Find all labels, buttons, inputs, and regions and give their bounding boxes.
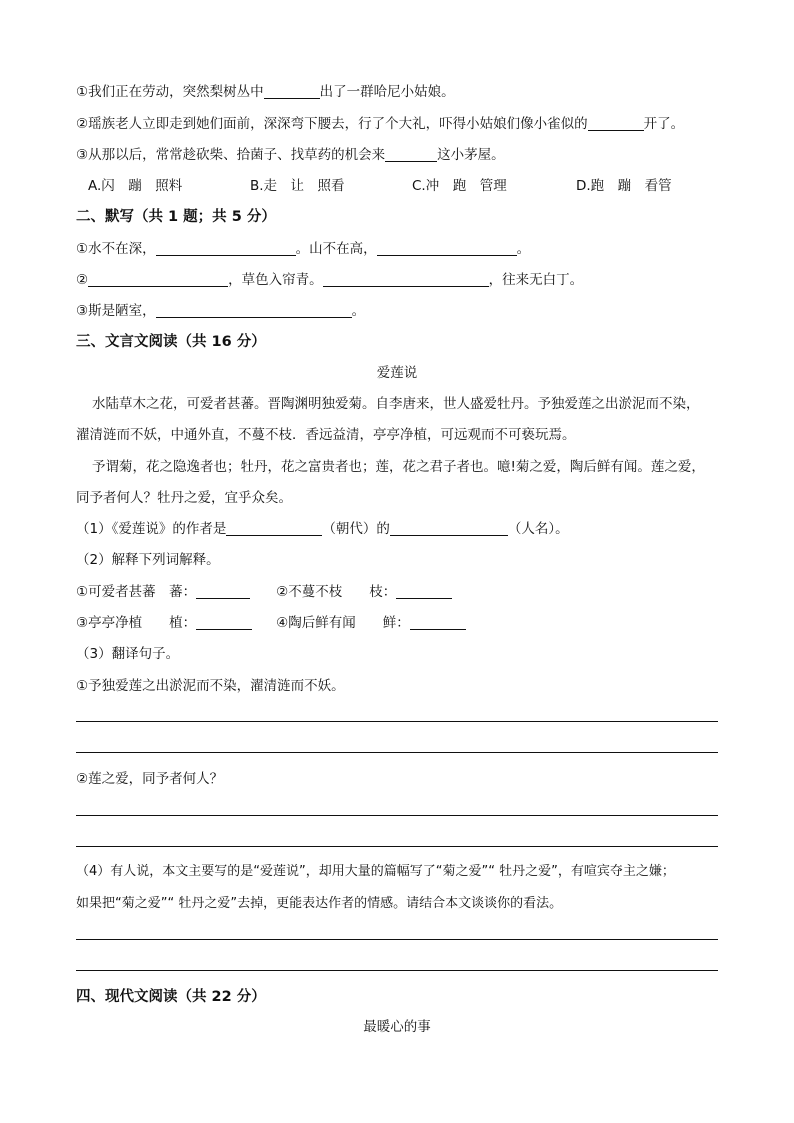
word-1-blank[interactable] bbox=[196, 584, 250, 599]
sec2-line-1 bbox=[76, 239, 530, 259]
q1-s2-text-b: 开了。 bbox=[643, 116, 685, 132]
q1-s2-blank[interactable] bbox=[588, 116, 644, 131]
sec2-l1-text-a: ①水不在深， bbox=[76, 241, 156, 257]
article-title: 最暖心的事 bbox=[363, 1019, 431, 1035]
word-3-blank[interactable] bbox=[196, 615, 252, 630]
q1-sentence-1 bbox=[76, 82, 455, 102]
sec2-l3-text-a: ③斯是陋室， bbox=[76, 303, 156, 319]
sec2-line-3 bbox=[76, 301, 365, 321]
sec2-l1-blank-2[interactable] bbox=[377, 241, 517, 256]
word-3-label: ③亭亭净植 植： bbox=[76, 615, 197, 631]
sec2-l1-text-b: 。山不在高， bbox=[295, 241, 377, 257]
sec3-q1-text-a: （1）《爱莲说》的作者是 bbox=[76, 521, 227, 537]
word-4-blank[interactable] bbox=[410, 615, 466, 630]
q1-s1-text-b: 出了一群哈尼小姑娘。 bbox=[319, 84, 455, 100]
sec3-question-1 bbox=[76, 519, 569, 539]
q1-s1-text-a: ①我们正在劳动，突然梨树丛中 bbox=[76, 84, 264, 100]
q1-s3-text-a: ③从那以后，常常趁砍柴、拾菌子、找草药的机会来 bbox=[76, 147, 386, 163]
answer-line[interactable] bbox=[76, 846, 718, 847]
sec2-l1-text-c: 。 bbox=[516, 241, 531, 257]
option-d[interactable]: D.跑 蹦 看管 bbox=[576, 178, 672, 194]
q1-options bbox=[88, 176, 672, 196]
section-3-heading: 三、文言文阅读（共 16 分） bbox=[76, 334, 266, 350]
word-4-label: ④陶后鲜有闻 鲜： bbox=[276, 615, 410, 631]
q1-s2-text-a: ②瑶族老人立即走到她们面前，深深弯下腰去，行了个大礼，吓得小姑娘们像小雀似的 bbox=[76, 116, 588, 132]
sec2-l3-blank[interactable] bbox=[156, 303, 352, 318]
word-1-label: ①可爱者甚蕃 蕃： bbox=[76, 584, 197, 600]
translate-sentence-1: ①予独爱莲之出淤泥而不染，濯清涟而不妖。 bbox=[76, 678, 345, 694]
word-2-blank[interactable] bbox=[396, 584, 452, 599]
sec2-l2-blank-2[interactable] bbox=[323, 272, 489, 287]
sec2-l2-text-b: ，草色入帘青。 bbox=[228, 272, 323, 288]
word-explain-row-1 bbox=[76, 582, 452, 602]
sec2-l3-text-b: 。 bbox=[351, 303, 366, 319]
answer-line[interactable] bbox=[76, 721, 718, 722]
q1-s3-text-b: 这小茅屋。 bbox=[437, 147, 505, 163]
passage-title: 爱莲说 bbox=[376, 365, 418, 381]
answer-line[interactable] bbox=[76, 939, 718, 940]
dynasty-blank[interactable] bbox=[226, 521, 322, 536]
section-2-heading: 二、默写（共 1 题；共 5 分） bbox=[76, 209, 276, 225]
q1-sentence-3 bbox=[76, 145, 505, 165]
option-a[interactable]: A.闪 蹦 照料 bbox=[88, 178, 183, 194]
q1-s1-blank[interactable] bbox=[264, 84, 320, 99]
sec2-l2-blank-1[interactable] bbox=[88, 272, 228, 287]
option-c[interactable]: C.冲 跑 管理 bbox=[412, 178, 507, 194]
passage-p1-line-2: 濯清涟而不妖，中通外直，不蔓不枝．香远益清，亭亭净植，可远观而不可亵玩焉。 bbox=[76, 427, 576, 443]
sec3-question-4-line-1: （4）有人说，本文主要写的是“爱莲说”，却用大量的篇幅写了“菊之爱”“ 牡丹之爱”，有喧宾夺主之嫌； bbox=[76, 864, 675, 879]
section-4-heading: 四、现代文阅读（共 22 分） bbox=[76, 989, 266, 1005]
author-name-blank[interactable] bbox=[390, 521, 508, 536]
answer-line[interactable] bbox=[76, 815, 718, 816]
answer-line[interactable] bbox=[76, 970, 718, 971]
sec2-l1-blank-1[interactable] bbox=[156, 241, 296, 256]
word-explain-row-2 bbox=[76, 613, 466, 633]
passage-p2-line-2: 同予者何人？牡丹之爱，宜乎众矣。 bbox=[76, 490, 292, 506]
sec3-q1-text-b: （朝代）的 bbox=[322, 521, 390, 537]
passage-p1-line-1: 水陆草木之花，可爱者甚蕃。晋陶渊明独爱菊。自李唐来，世人盛爱牡丹。予独爱莲之出淤泥而不染， bbox=[92, 396, 700, 412]
sec3-question-4-line-2: 如果把“菊之爱”“ 牡丹之爱”去掉，更能表达作者的情感。请结合本文谈谈你的看法。 bbox=[76, 896, 563, 911]
q1-sentence-2 bbox=[76, 114, 684, 134]
sec3-question-2: （2）解释下列词解释。 bbox=[76, 552, 220, 568]
translate-sentence-2: ②莲之爱，同予者何人？ bbox=[76, 771, 224, 787]
sec2-line-2 bbox=[76, 270, 583, 290]
sec3-question-3: （3）翻译句子。 bbox=[76, 646, 180, 662]
sec2-l2-text-a: ② bbox=[76, 272, 89, 288]
q1-s3-blank[interactable] bbox=[385, 147, 437, 162]
word-2-label: ②不蔓不枝 枝： bbox=[276, 584, 397, 600]
option-b[interactable]: B.走 让 照看 bbox=[250, 178, 345, 194]
answer-line[interactable] bbox=[76, 752, 718, 753]
sec2-l2-text-c: ，往来无白丁。 bbox=[488, 272, 584, 288]
sec3-q1-text-c: （人名）。 bbox=[507, 521, 569, 537]
passage-p2-line-1: 予谓菊，花之隐逸者也；牡丹，花之富贵者也；莲，花之君子者也。噫!菊之爱，陶后鲜有闻。莲之爱， bbox=[92, 459, 705, 475]
